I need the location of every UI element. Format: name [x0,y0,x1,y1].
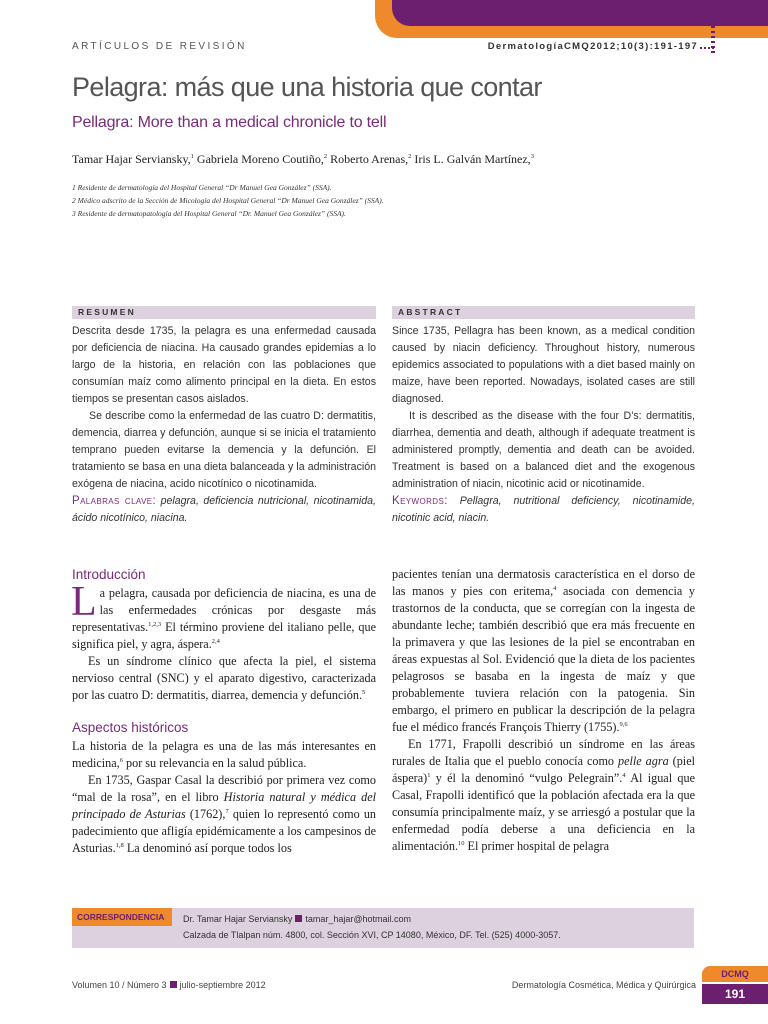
citation-mark: 10 [458,839,465,847]
book-title: Historia natural y médica del principado de Asturias [72,790,377,821]
article-subtitle: Pellagra: More than a medical chronicle to tell [72,114,387,131]
body-paragraph [392,736,695,855]
abstract-keywords [392,493,695,527]
body-text: El término proviene del italiano pelle, que significa piel, y agra, áspera. [72,620,376,651]
resumen-body [72,323,376,527]
resumen-paragraph: Descrita desde 1735, la pelagra es una enfermedad causada por deficiencia de niacina. Ha causado grandes epidemias a lo largo de la historia, en relación con las poblaciones que consumían maíz como alimento principal en la dieta. En estos tiempos se presentan casos aislados. [72,325,376,405]
footer-journal: Dermatología Cosmética, Médica y Quirúrgica [511,980,696,990]
page-number: 191 [702,984,768,1004]
correspondence-name: Dr. Tamar Hajar Serviansky [183,914,293,924]
resumen-paragraph: Se describe como la enfermedad de las cuatro D: dermatitis, demencia, diarrea y defunción, aunque si se inicia el tratamiento temprano pueden evitarse la demencia y la defunción. El tratamiento se basa en una dieta balanceada y la administración exógena de niacina, acido nicotínico o nicotinamida. [72,410,376,490]
author-affiliation-mark: 3 [530,153,534,160]
square-bullet-icon [170,981,177,988]
body-text: La denominó así porque todos los [123,841,292,855]
journal-tab: DCMQ [702,966,768,982]
drop-cap: L [71,579,97,625]
keywords-label: Keywords: [392,495,448,507]
author-affiliation-mark: 2 [408,153,412,160]
body-text: pacientes tenían una dermatosis característica en el dorso de las manos y pies con eritema, [392,567,695,598]
section-heading-introduccion: Introducción [72,567,146,582]
body-paragraph [72,772,376,857]
citation-mark: 1 [427,771,431,779]
body-text: (1762), [185,807,226,821]
section-label: ARTÍCULOS DE REVISIÓN [72,41,247,52]
keywords-text: pelagra, deficiencia nutricional, nicotinamida, ácido nicotínico, niacina. [72,495,377,524]
resumen-keywords [72,493,376,527]
abstract-paragraph: Since 1735, Pellagra has been known, as a medical condition caused by niacin deficiency. Throughout history, numerous epidemics associated to populations with a diet based mainly on maize, have been reported. Nowadays, isolated cases are still diagnosed. [392,325,695,405]
body-text: Es un síndrome clínico que afecta la piel, el sistema nervioso central (SNC) y el aparato digestivo, caracterizada por las cuatro D: dermatitis, diarrea, demencia y defunción. [72,654,376,702]
body-left-column [72,566,376,857]
author-affiliation-mark: 1 [190,153,194,160]
keywords-label: Palabras clave: [72,495,157,507]
author-name: Tamar Hajar Serviansky, [72,152,191,166]
article-title: Pelagra: más que una historia que contar [72,72,542,102]
section-heading-aspectos-historicos: Aspectos históricos [72,720,189,735]
citation-mark: 6 [119,756,123,764]
footer-issue [72,980,266,990]
body-paragraph [72,653,376,704]
author-name: Iris L. Galván Martínez, [411,152,531,166]
citation-mark: 4 [553,584,557,592]
footer-volume: Volumen 10 / Número 3 [72,980,167,990]
body-text: En 1735, Gaspar Casal la describió por primera vez como “mal de la rosa”, en el libro [72,773,376,804]
body-text: Al igual que Casal, Frapolli identificó que la población afectada era la que consumía principalmente maíz, y se arriesgó a postular que la enfermedad podía deberse a una deficiencia en la alimentación. [392,771,695,853]
correspondence-contact [183,914,411,924]
keywords-text: Pellagra, nutritional deficiency, nicotinamide, nicotinic acid, niacin. [392,495,695,524]
body-text: por su relevancia en la salud pública. [122,756,307,770]
italic-term: pelle agra [618,754,669,768]
body-text: (piel áspera) [392,754,695,785]
abstract-paragraph: It is described as the disease with the four D’s: dermatitis, diarrhea, dementia and death, although if adequate treatment is administered promptly, dementia and death can be avoided. Treatment is based on a balanced diet and the exogenous administration of niacin, nicotinic acid or nicotinamide. [392,410,695,490]
decorative-dots-vertical [711,16,715,56]
body-paragraph [71,579,376,653]
abstract-heading: ABSTRACT [392,306,695,319]
author-list [72,152,534,167]
body-paragraph [72,738,376,772]
body-paragraph [392,566,695,736]
citation-mark: 9,6 [619,720,628,728]
body-text: a pelagra, causada por deficiencia de niacina, es una de las enfermedades crónicas por desgaste más representativas. [72,586,376,634]
body-text: y él la denominó “vulgo Pelegrain”. [430,771,623,785]
body-text: quien lo representó como un padecimiento que afligía epidémicamente a los campesinos de Asturias. [72,807,377,855]
body-text: La historia de la pelagra es una de las más interesantes en medicina, [72,739,376,770]
abstract-body [392,323,695,527]
correspondence-address: Calzada de Tlalpan núm. 4800, col. Sección XVI, CP 14080, México, DF. Tel. (525) 4000-3057. [183,930,561,940]
author-name: Gabriela Moreno Coutiño, [193,152,324,166]
affiliation-3: 3 Residente de dermatopatología del Hospital General “Dr. Manuel Gea González” (SSA). [72,209,346,218]
citation-mark: 7 [225,807,229,815]
correspondence-email[interactable]: tamar_hajar@hotmail.com [305,914,412,924]
body-text: En 1771, Frapolli describió un síndrome en las áreas rurales de Italia que el pueblo conocía como [392,737,695,768]
citation-mark: 5 [362,688,366,696]
body-text: asociada con demencia y trastornos de la conducta, que se corregían con la ingesta de abundante leche; también describió que era más frecuente en la primavera y que las lesiones de la piel se encontraban en áreas expuestas al Sol. Evidenció que la dieta de los pacientes pelagrosos se basaba en la ingesta de maíz y que probablemente tuviera relación con la patogenia. Sin embargo, el primero en publicar la descripción de la pelagra fue el médico francés François Thierry (1755). [392,584,695,734]
body-right-column [392,566,695,855]
journal-reference: DermatologíaCMQ2012;10(3):191-197 [487,41,698,52]
resumen-heading: RESUMEN [72,306,376,319]
decorative-dots-horizontal [700,47,714,49]
citation-mark: 2,4 [211,637,220,645]
affiliation-2: 2 Médico adscrito de la Sección de Micología del Hospital General “Dr Manuel Gea González” (SSA). [72,196,384,205]
square-bullet-icon [295,915,302,922]
body-text: El primer hospital de pelagra [464,839,610,853]
citation-mark: 1,8 [115,841,124,849]
citation-mark: 1,2,3 [148,620,162,628]
author-affiliation-mark: 2 [323,153,328,160]
correspondence-label: CORRESPONDENCIA [72,908,172,926]
author-name: Roberto Arenas, [327,152,409,166]
citation-mark: 4 [622,771,626,779]
affiliation-1: 1 Residente de dermatología del Hospital General “Dr Manuel Gea González” (SSA). [72,183,332,192]
footer-period: julio-septiembre 2012 [179,980,266,990]
